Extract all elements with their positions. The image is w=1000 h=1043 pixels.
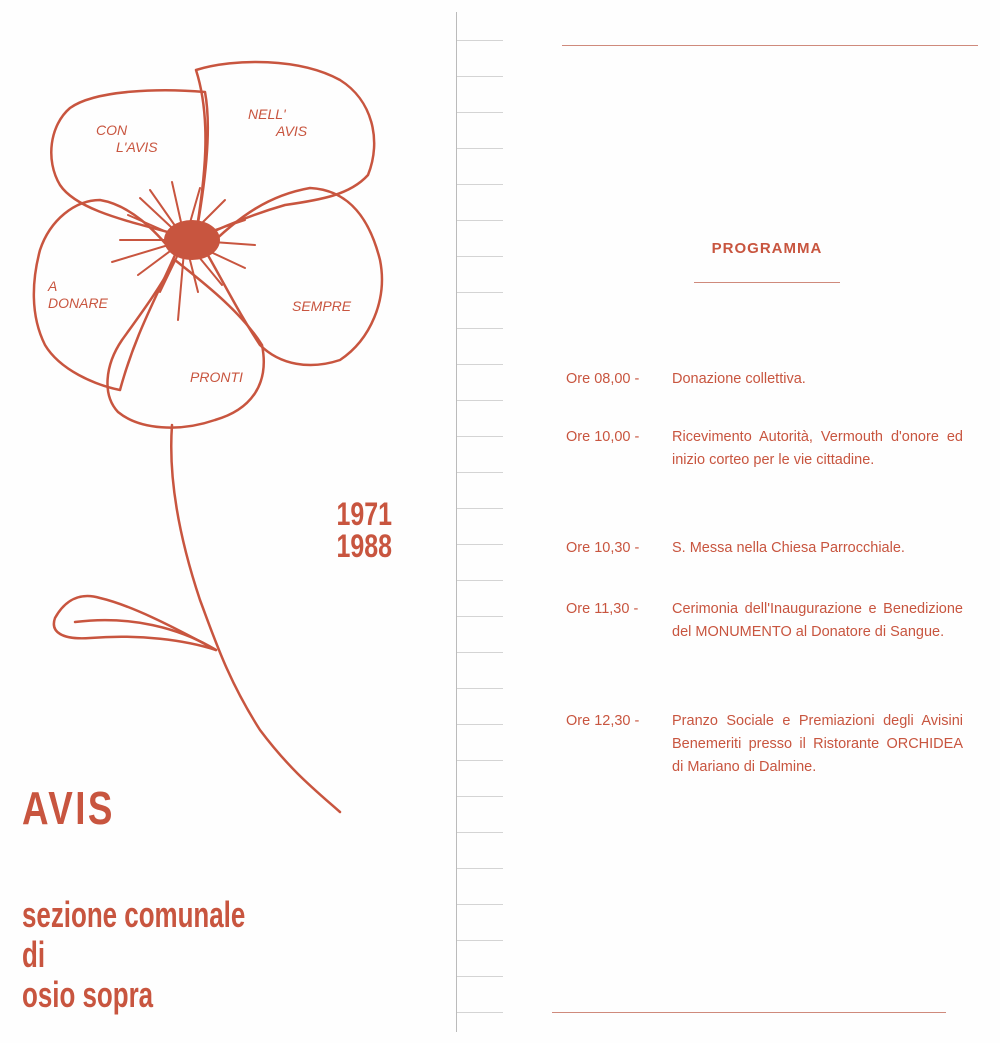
year-end: 1988 (336, 528, 392, 564)
petal-text-line: NELL' (248, 106, 286, 122)
fold-tick (457, 508, 503, 509)
fold-tick (457, 292, 503, 293)
section-line: sezione comunale (22, 894, 246, 935)
fold-tick (457, 616, 503, 617)
petal-top-left (51, 90, 208, 240)
entry-time: Ore 11,30 - (566, 601, 639, 617)
entry-time: Ore 08,00 - (566, 371, 640, 387)
petal-top-right (195, 62, 374, 240)
fold-tick (457, 76, 503, 77)
fold-tick (457, 400, 503, 401)
petal-label-sempre: SEMPRE (292, 298, 352, 314)
fold-tick (457, 364, 503, 365)
section-line: osio sopra (22, 974, 154, 1015)
entry-text: Donazione collettiva. (672, 371, 806, 387)
fold-tick (457, 256, 503, 257)
fold-tick (457, 472, 503, 473)
schedule-entry (566, 710, 963, 779)
schedule-entry (566, 598, 963, 644)
fold-tick (457, 940, 503, 941)
entry-text: Pranzo Sociale e Premiazioni degli Avisini Benemeriti presso il Ristorante ORCHIDEA di Mariano di Dalmine. (672, 713, 963, 775)
petal-right (205, 188, 382, 365)
entry-time: Ore 10,30 - (566, 540, 640, 556)
fold-tick (457, 760, 503, 761)
schedule-entry (566, 426, 963, 472)
fold-tick (457, 544, 503, 545)
fold-tick (457, 652, 503, 653)
schedule-entry (566, 368, 963, 391)
petal-label-nell-avis (248, 106, 307, 140)
fold-tick (457, 904, 503, 905)
avis-title: AVIS (22, 782, 115, 834)
fold-tick (457, 688, 503, 689)
fold-tick (457, 868, 503, 869)
entry-time: Ore 10,00 - (566, 429, 640, 445)
fold-tick (457, 1012, 503, 1013)
fold-tick (457, 580, 503, 581)
petal-label-con-lavis (96, 122, 158, 156)
fold-tick (457, 832, 503, 833)
year-start: 1971 (336, 496, 392, 532)
petal-text-line: A (48, 278, 58, 294)
section-name (22, 895, 245, 1015)
bottom-rule (552, 1012, 946, 1013)
entry-time: Ore 12,30 - (566, 713, 640, 729)
fold-tick (457, 184, 503, 185)
schedule-entry (566, 537, 963, 560)
petal-text-line: DONARE (48, 295, 108, 311)
flower-core (164, 220, 220, 260)
petal-label-a-donare (48, 278, 108, 312)
page-fold (456, 12, 503, 1032)
fold-tick (457, 328, 503, 329)
top-rule (562, 45, 978, 46)
fold-tick (457, 976, 503, 977)
petal-text-line: L'AVIS (116, 139, 158, 155)
programma-title: PROGRAMMA (711, 240, 823, 257)
anniversary-years (320, 498, 392, 562)
stem (171, 425, 340, 812)
petal-text-line: AVIS (276, 123, 308, 139)
fold-tick (457, 220, 503, 221)
fold-tick (457, 436, 503, 437)
section-line: di (22, 934, 46, 975)
petal-label-pronti: PRONTI (190, 369, 243, 385)
title-underline (694, 282, 840, 283)
fold-tick (457, 40, 503, 41)
petal-text-line: CON (96, 122, 128, 138)
petal-bottom (107, 260, 263, 428)
entry-text: Ricevimento Autorità, Vermouth d'onore ed inizio corteo per le vie cittadine. (672, 429, 963, 468)
fold-tick (457, 112, 503, 113)
flower-logo (0, 0, 420, 830)
fold-tick (457, 796, 503, 797)
entry-text: Cerimonia dell'Inaugurazione e Benedizione del MONUMENTO al Donatore di Sangue. (672, 601, 963, 640)
fold-tick (457, 724, 503, 725)
fold-tick (457, 148, 503, 149)
entry-text: S. Messa nella Chiesa Parrocchiale. (672, 540, 905, 556)
